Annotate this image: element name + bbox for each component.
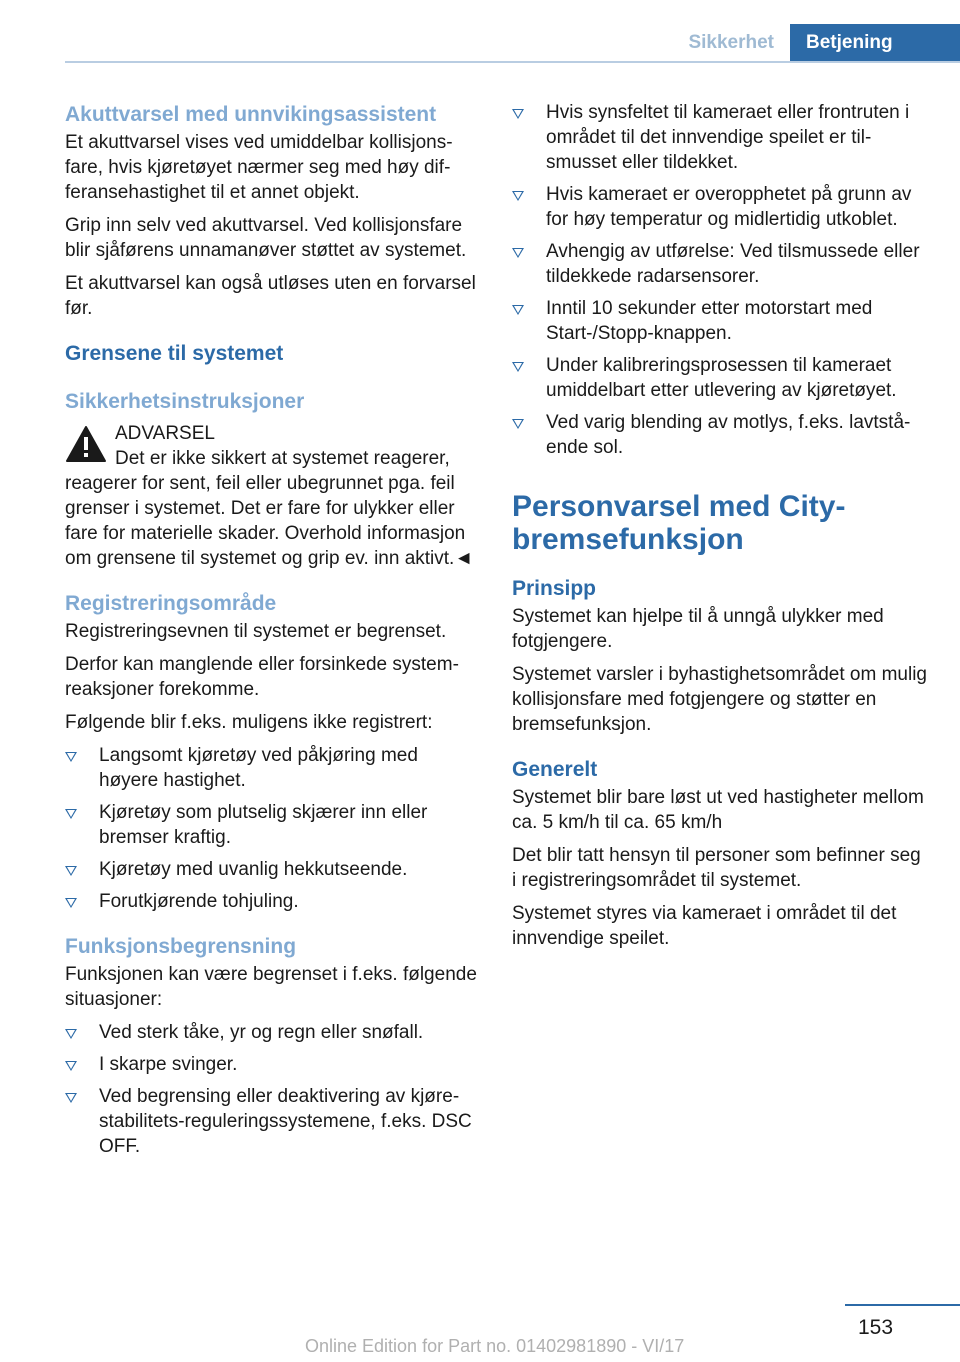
triangle-bullet-icon: [65, 1093, 77, 1103]
list-item: Ved begrensing eller deaktivering av kjørestabilitets-reguleringssystemene, f.eks. DSC OFF.: [65, 1084, 480, 1159]
list-item: Kjøretøy som plutselig skjærer inn eller bremser kraftig.: [65, 800, 480, 850]
triangle-bullet-icon: [65, 866, 77, 876]
heading-akuttvarsel: Akuttvarsel med unnvikingsassistent: [65, 103, 437, 126]
paragraph: Funksjonen kan være begrenset i f.eks. følgende situasjoner:: [65, 964, 477, 1010]
paragraph: Derfor kan manglende eller forsinkede systemreaksjoner forekomme.: [65, 654, 459, 700]
list-item: Under kalibreringsprosessen til kameraet umiddelbart etter utlevering av kjøretøyet.: [512, 353, 930, 403]
heading-sikkerhetsinstruksjoner: Sikkerhetsinstruksjoner: [65, 390, 305, 413]
paragraph: Registreringsevnen til systemet er begrenset.: [65, 621, 447, 642]
list-item: Ved varig blending av motlys, f.eks. lavtstående sol.: [512, 410, 930, 460]
triangle-bullet-icon: [512, 191, 524, 201]
triangle-bullet-icon: [512, 419, 524, 429]
triangle-bullet-icon: [512, 109, 524, 119]
triangle-bullet-icon: [65, 1061, 77, 1071]
paragraph: Systemet varsler i byhastighetsområdet om mulig kollisjonsfare med fotgjengere og støtter en bremsefunksjon.: [512, 664, 927, 735]
triangle-bullet-icon: [512, 362, 524, 372]
list-item: Hvis synsfeltet til kameraet eller frontruten i området til det innvendige speilet er tilsmusset eller tildekket.: [512, 100, 930, 175]
warning-triangle-icon: [65, 425, 107, 463]
list-item: Avhengig av utførelse: Ved tilsmussede eller tildekkede radarsensorer.: [512, 239, 930, 289]
heading-registreringsomrade: Registreringsområde: [65, 592, 277, 615]
list-item: Inntil 10 sekunder etter motorstart med Start-/Stopp-knappen.: [512, 296, 930, 346]
right-column: [512, 100, 930, 959]
paragraph: Det blir tatt hensyn til personer som befinner seg i registreringsområdet til systemet.: [512, 845, 921, 891]
paragraph: Grip inn selv ved akuttvarsel. Ved kollisjonsfare blir sjåførens unnamanøver støttet av systemet.: [65, 215, 467, 261]
list-item: Ved sterk tåke, yr og regn eller snøfall.: [65, 1020, 480, 1045]
heading-grensene: Grensene til systemet: [65, 342, 284, 365]
triangle-bullet-icon: [65, 898, 77, 908]
triangle-bullet-icon: [65, 1029, 77, 1039]
warning-title: ADVARSEL: [115, 423, 215, 444]
list-item: Kjøretøy med uvanlig hekkutseende.: [65, 857, 480, 882]
page-number: 153: [858, 1316, 894, 1339]
heading-generelt: Generelt: [512, 758, 598, 781]
triangle-bullet-icon: [512, 305, 524, 315]
triangle-bullet-icon: [65, 752, 77, 762]
heading-personvarsel: Personvarsel med City-bremsefunksjon: [512, 490, 846, 556]
list-item: Hvis kameraet er overopphetet på grunn av for høy temperatur og midlertidig utkoblet.: [512, 182, 930, 232]
limitation-list-continued: [512, 100, 930, 460]
header-tabs: [672, 24, 960, 62]
warning-first-line: Det er ikke sikkert at systemet reagerer,: [115, 448, 450, 469]
triangle-bullet-icon: [512, 248, 524, 258]
registration-list: [65, 743, 480, 914]
paragraph: Et akuttvarsel kan også utløses uten en forvarsel før.: [65, 273, 476, 319]
warning-block: [65, 421, 480, 471]
paragraph: Systemet kan hjelpe til å unngå ulykker med fotgjengere.: [512, 606, 884, 652]
paragraph: Følgende blir f.eks. muligens ikke registrert:: [65, 712, 433, 733]
left-column: [65, 100, 480, 1166]
paragraph: Systemet styres via kameraet i området til det innvendige speilet.: [512, 903, 897, 949]
triangle-bullet-icon: [65, 809, 77, 819]
heading-prinsipp: Prinsipp: [512, 577, 597, 600]
paragraph: Et akuttvarsel vises ved umiddelbar kollisjonsfare, hvis kjøretøyet nærmer seg med høy differansehastighet til et annet objekt.: [65, 132, 453, 203]
list-item: Forutkjørende tohjuling.: [65, 889, 480, 914]
paragraph: Systemet blir bare løst ut ved hastigheter mellom ca. 5 km/h til ca. 65 km/h: [512, 787, 924, 833]
list-item: Langsomt kjøretøy ved påkjøring med høyere hastighet.: [65, 743, 480, 793]
heading-funksjonsbegrensning: Funksjonsbegrensning: [65, 935, 297, 958]
edition-footer: Online Edition for Part no. 01402981890 - VI/17: [305, 1336, 685, 1356]
limitation-list: [65, 1020, 480, 1159]
warning-text: reagerer for sent, feil eller ubegrunnet pga. feil grenser i systemet. Det er fare for ulykker eller fare for materielle skader. Overhold informasjon om grensene til systemet og grip ev. inn aktivt.◄: [65, 473, 474, 569]
footer-rule: [845, 1304, 960, 1306]
tab-betjening[interactable]: Betjening: [790, 24, 960, 62]
tab-sikkerhet[interactable]: Sikkerhet: [672, 24, 790, 62]
list-item: I skarpe svinger.: [65, 1052, 480, 1077]
header-rule: [65, 61, 960, 63]
